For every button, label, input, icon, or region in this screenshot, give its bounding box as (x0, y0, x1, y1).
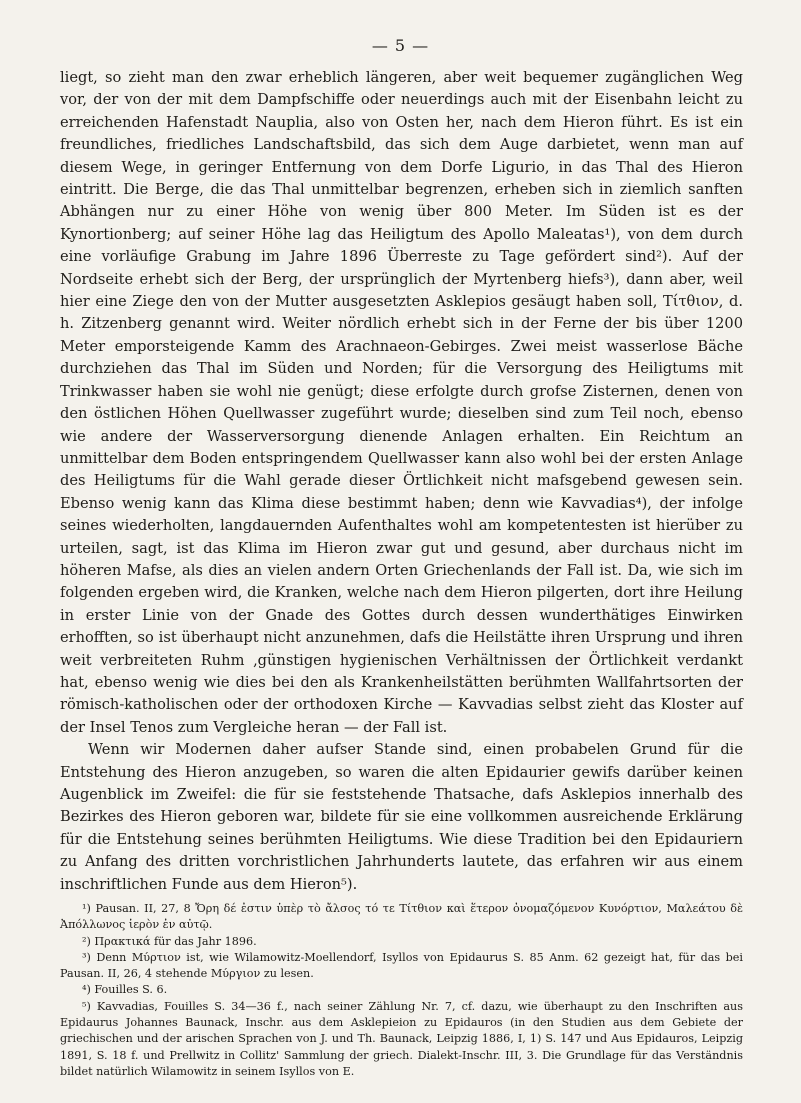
footnote-5: ⁵) Kavvadias, Fouilles S. 34—36 f., nach seiner Zählung Nr. 7, cf. dazu, wie überhaupt zu den Inschriften aus Epidaurus Johannes Baunack, Inschr. aus dem Asklepieion zu Epidauros (in den Studien aus dem Gebiete der griechischen und der arischen Sprachen von J. und Th. Baunack, Leipzig 1886, I, 1) S. 147 und Aus Epidauros, Leipzig 1891, S. 18 f. und Prellwitz in Collitz' Sammlung der griech. Dialekt-Inschr. III, 3. Die Grundlage für das Verständnis bildet natürlich Wilamowitz in seinem Isyllos von E. (60, 999, 743, 1078)
page-number: — 5 — (371, 36, 430, 55)
footnote-3: ³) Denn Μύρτιον ist, wie Wilamowitz-Moellendorf, Isyllos von Epidaurus S. 85 Anm. 62 gezeigt hat, für das bei Pausan. II, 26, 4 stehende Μύργιον zu lesen. (60, 950, 743, 981)
footnote-1: ¹) Pausan. II, 27, 8 Ὄρη δέ ἐστιν ὑπὲρ τὸ ἄλσος τό τε Τίτθιον καὶ ἕτερον ὀνομαζόμενον Κυνόρτιον, Μαλεάτου δὲ Ἀπόλλωνος ἱερὸν ἐν αὐτῷ. (60, 902, 743, 932)
footnotes (60, 901, 743, 1080)
body-text (60, 67, 743, 896)
paragraph: Wenn wir Modernen daher aufser Stande sind, einen probabelen Grund für die Entstehung des Hieron anzugeben, so waren die alten Epidaurier gewifs darüber keinen Augenblick im Zweifel: die für sie feststehende Thatsache, dafs Asklepios innerhalb des Bezirkes des Hieron geboren war, bildete für sie eine vollkommen ausreichende Erklärung für die Entstehung seines berühmten Heiligtums. Wie diese Tradition bei den Epidauriern zu Anfang des dritten vorchristlichen Jahrhunderts lautete, das erfahren wir aus einem inschriftlichen Funde aus dem Hieron⁵). (60, 741, 743, 893)
paragraph: liegt, so zieht man den zwar erheblich längeren, aber weit bequemer zugänglichen Weg vor, der von der mit dem Dampfschiffe oder neuerdings auch mit der Eisenbahn leicht zu erreichenden Hafenstadt Nauplia, also von Osten her, nach dem Hieron führt. Es ist ein freundliches, friedliches Landschaftsbild, das sich dem Auge darbietet, wenn man auf diesem Wege, in geringer Entfernung von dem Dorfe Ligurio, in das Thal des Hieron eintritt. Die Berge, die das Thal unmittelbar begrenzen, erheben sich in ziemlich sanften Abhängen nur zu einer Höhe von wenig über 800 Meter. Im Süden ist es der Kynortionberg; auf seiner Höhe lag das Heiligtum des Apollo Maleatas¹), von dem durch eine vorläufige Grabung im Jahre 1896 Überreste zu Tage gefördert sind²). Auf der Nordseite erhebt sich der Berg, der ursprünglich der Myrtenberg hiefs³), dann aber, weil hier eine Ziege den von der Mutter ausgesetzten Asklepios gesäugt haben soll, Τίτθιον, d. h. Zitzenberg genannt wird. Weiter nördlich erhebt sich in der Ferne der bis über 1200 Meter emporsteigende Kamm des Arachnaeon-Gebirges. Zwei meist wasserlose Bäche durchziehen das Thal im Süden und Norden; für die Versorgung des Heiligtums mit Trinkwasser haben sie wohl nie genügt; diese erfolgte durch grofse Zisternen, denen von den östlichen Höhen Quellwasser zugeführt wurde; dieselben sind zum Teil noch, ebenso wie andere der Wasserversorgung dienende Anlagen erhalten. Ein Reichtum an unmittelbar dem Boden entspringendem Quellwasser kann also wohl bei der ersten Anlage des Heiligtums für die Wahl gerade dieser Örtlichkeit nicht mafsgebend gewesen sein. Ebenso wenig kann das Klima diese bestimmt haben; denn wie Kavvadias⁴), der infolge seines wiederholten, langdauernden Aufenthaltes wohl am kompetentesten ist hierüber zu urteilen, sagt, ist das Klima im Hieron zwar gut und gesund, aber durchaus nicht im höheren Mafse, als dies an vielen andern Orten Griechenlands der Fall ist. Da, wie sich im folgenden ergeben wird, die Kranken, welche nach dem Hieron pilgerten, dort ihre Heilung in erster Linie von der Gnade des Gottes durch dessen wunderthätiges Einwirken erhofften, so ist überhaupt nicht anzunehmen, dafs die Heilstätte ihren Ursprung und ihren weit verbreiteten Ruhm ‚günstigen hygienischen Verhältnissen der Örtlichkeit verdankt hat, ebenso wenig wie dies bei den als Krankenheilstätten berühmten Wallfahrtsorten der römisch-katholischen oder der orthodoxen Kirche — Kavvadias selbst zieht das Kloster auf der Insel Tenos zum Vergleiche heran — der Fall ist. (60, 69, 743, 736)
footnote-4: ⁴) Fouilles S. 6. (82, 983, 168, 997)
footnote-2: ²) Πρακτικά für das Jahr 1896. (82, 934, 257, 948)
